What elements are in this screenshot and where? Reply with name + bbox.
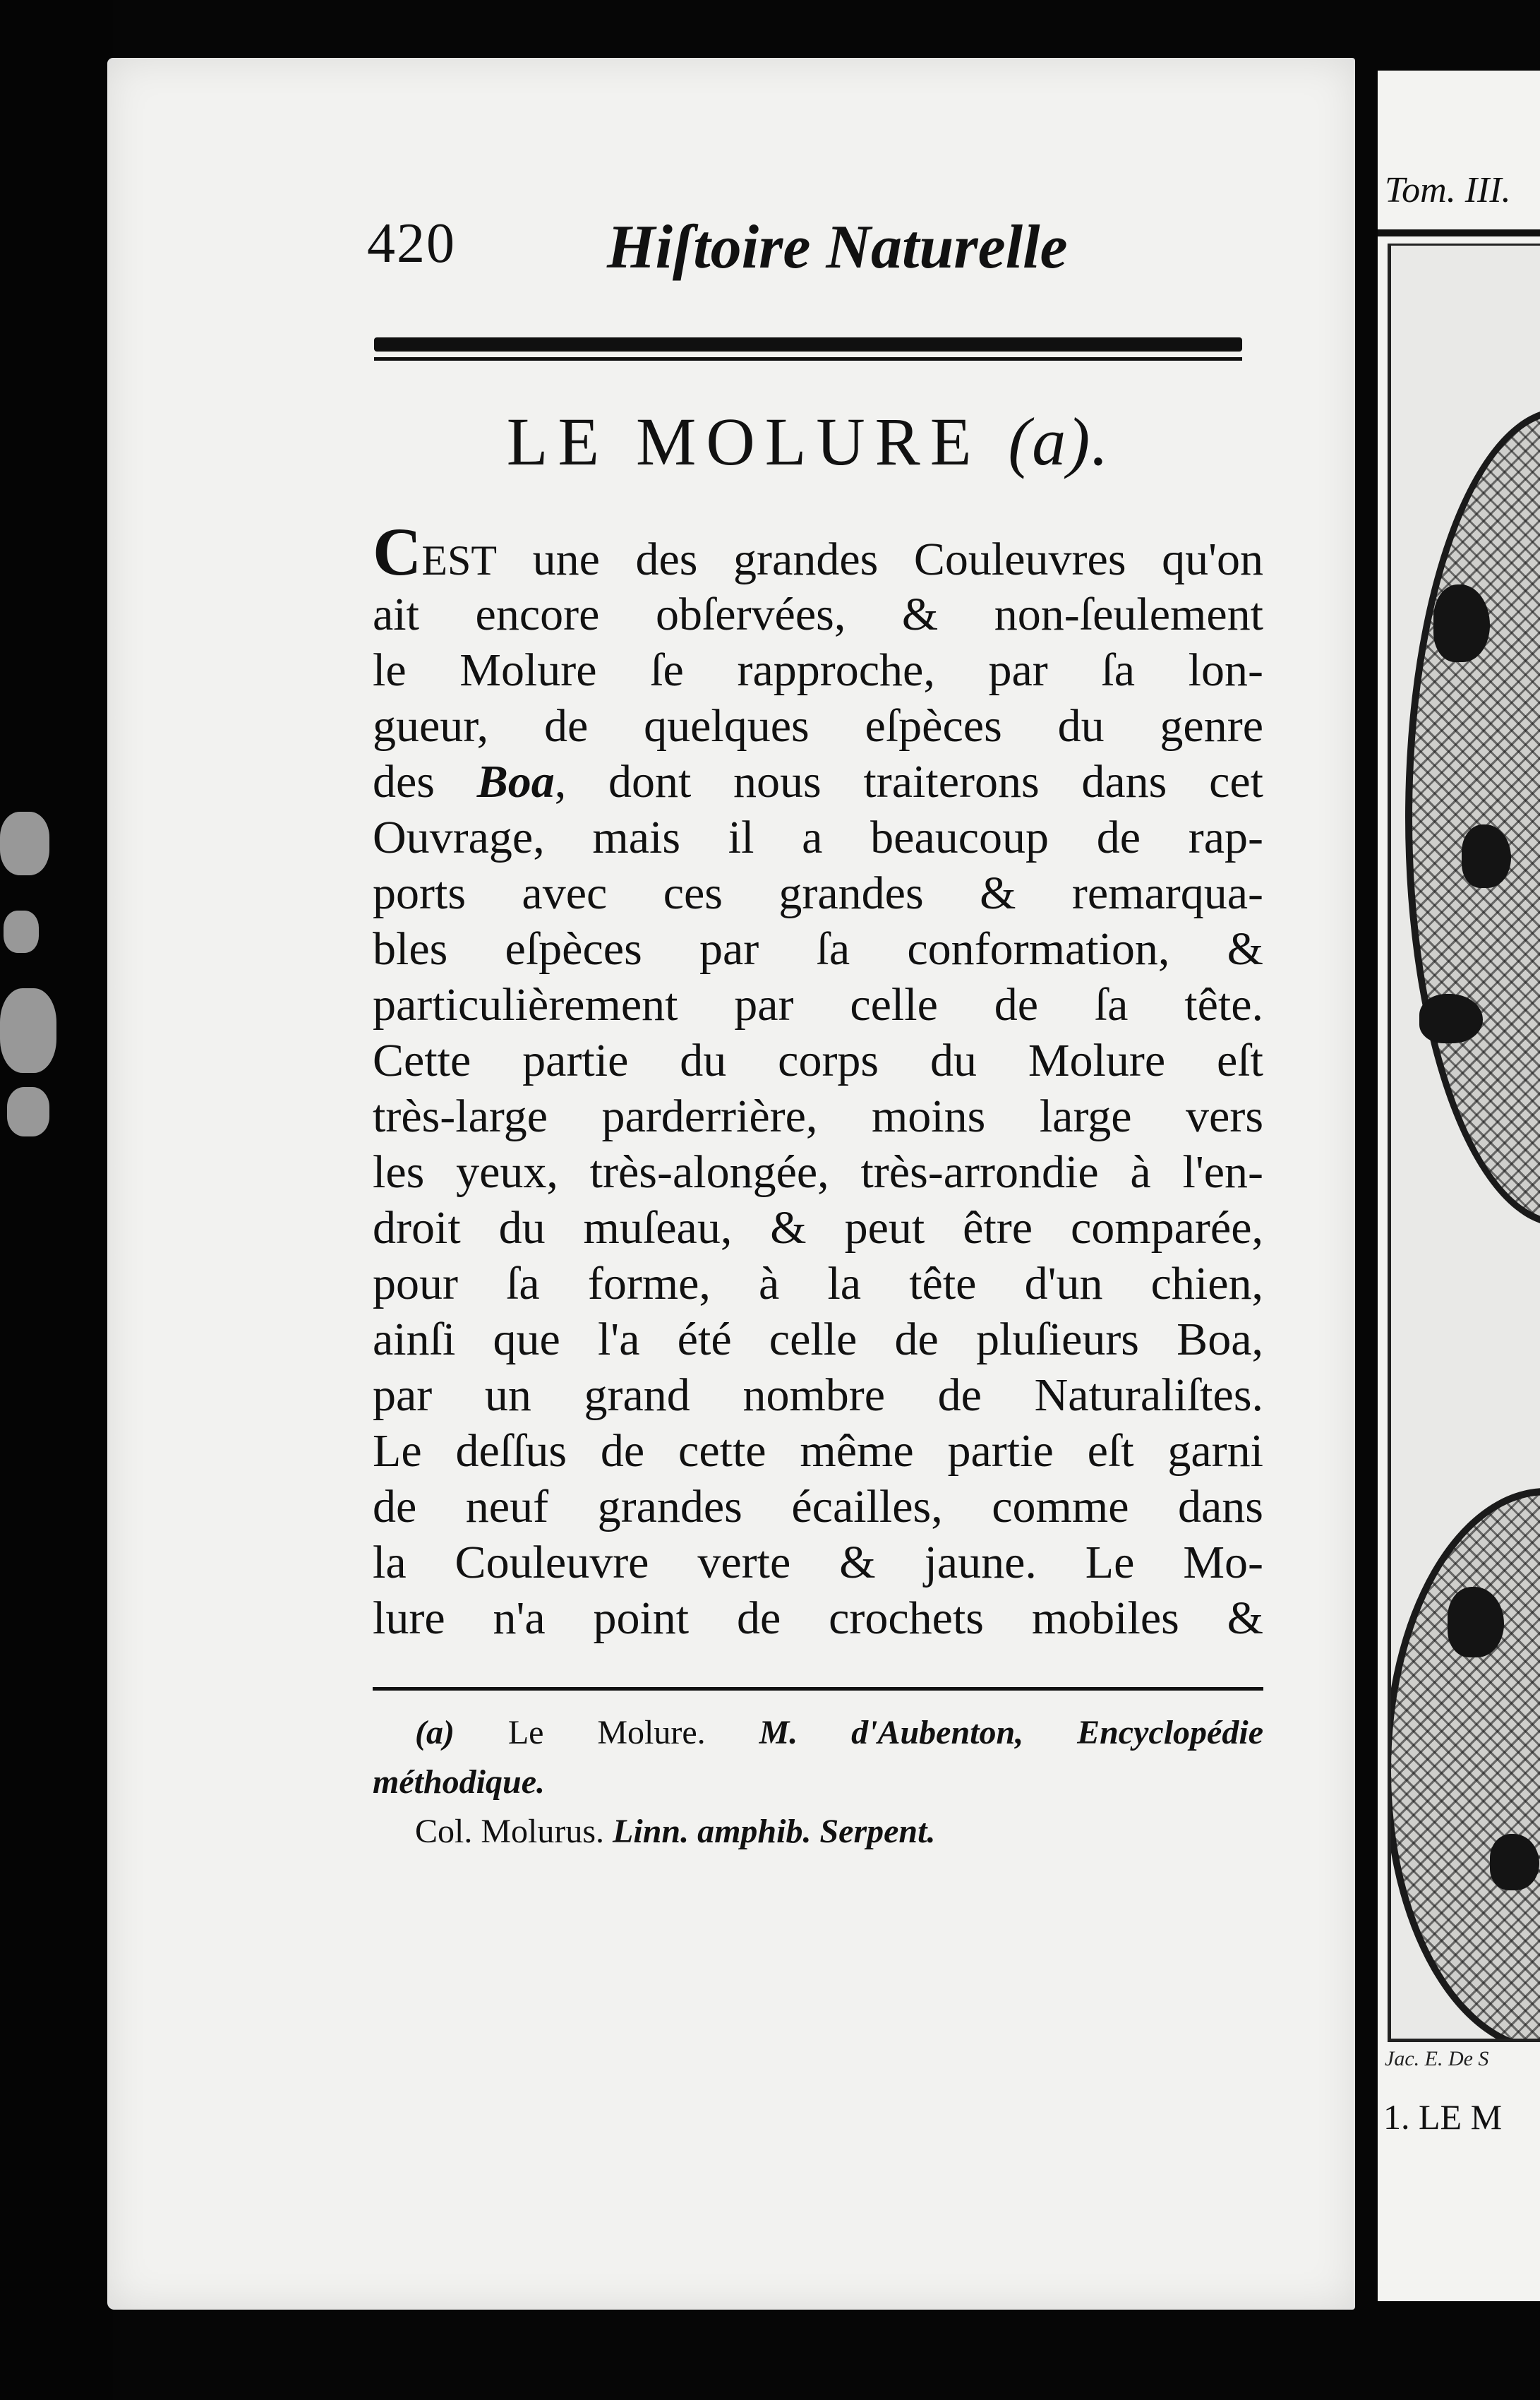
text-line: ports avec ces grandes & remarqua- bbox=[373, 868, 1263, 919]
footnote-line: Col. Molurus. Linn. amphib. Serpent. bbox=[415, 1813, 936, 1850]
text-line: les yeux, très-alongée, très-arrondie à l'en- bbox=[373, 1146, 1263, 1198]
text-line: par un grand nombre de Naturaliſtes. bbox=[373, 1369, 1263, 1421]
text-line: droit du muſeau, & peut être comparée, bbox=[373, 1202, 1263, 1254]
running-head bbox=[367, 212, 1214, 289]
facing-plate-page bbox=[1378, 71, 1540, 2301]
drop-cap: C bbox=[373, 514, 422, 589]
footnotes bbox=[373, 1708, 1263, 1856]
scan-border-left bbox=[0, 0, 113, 2400]
text-line: particulièrement par celle de ſa tête. bbox=[373, 979, 1263, 1031]
first-word-rest: EST bbox=[421, 537, 497, 584]
text-line: le Molure ſe rapproche, par ſa lon- bbox=[373, 644, 1263, 696]
chapter-title-text: LE MOLURE bbox=[506, 404, 982, 479]
text-line: des Boa, dont nous traiterons dans cet bbox=[373, 756, 1263, 808]
running-title: Hiſtoire Naturelle bbox=[607, 213, 1068, 282]
text-line: Ouvrage, mais il a beaucoup de rap- bbox=[373, 812, 1263, 863]
italic-genus: Boa bbox=[476, 756, 555, 808]
text-line: ait encore obſervées, & non-ſeulement bbox=[373, 589, 1263, 640]
text-line: pour ſa forme, à la tête d'un chien, bbox=[373, 1258, 1263, 1309]
text-line: très-large parderrière, moins large vers bbox=[373, 1091, 1263, 1142]
text-line: de neuf grandes écailles, comme dans bbox=[373, 1481, 1263, 1532]
text-line: ainſi que l'a été celle de pluſieurs Boa, bbox=[373, 1314, 1263, 1365]
chapter-title bbox=[374, 402, 1242, 481]
text-line: gueur, de quelques eſpèces du genre bbox=[373, 700, 1263, 752]
footnote-rule bbox=[373, 1687, 1263, 1691]
text-line: Le deſſus de cette même partie eſt garni bbox=[373, 1425, 1263, 1477]
footnote-line: (a) Le Molure. M. d'Aubenton, Encyclopédie bbox=[415, 1714, 1263, 1751]
facing-rule bbox=[1378, 229, 1540, 236]
text-line: bles eſpèces par ſa conformation, & bbox=[373, 923, 1263, 975]
snake-coil-lower bbox=[1388, 1488, 1540, 2042]
body-text bbox=[373, 514, 1263, 1646]
page-number: 420 bbox=[367, 212, 456, 275]
chapter-note-ref: (a). bbox=[1008, 404, 1110, 479]
text-line: CEST une des grandes Couleuvres qu'on bbox=[373, 514, 1263, 589]
engraver-credit: Jac. E. De S bbox=[1385, 2047, 1489, 2070]
text-line: lure n'a point de crochets mobiles & bbox=[373, 1592, 1263, 1644]
facing-volume-label: Tom. III. bbox=[1385, 170, 1511, 210]
snake-coil-upper bbox=[1405, 408, 1540, 1227]
plate-caption: 1. LE M bbox=[1383, 2097, 1503, 2137]
footnote-line: méthodique. bbox=[373, 1763, 546, 1801]
header-rule-thick bbox=[374, 337, 1242, 352]
engraved-plate bbox=[1388, 244, 1540, 2042]
text-line: Cette partie du corps du Molure eſt bbox=[373, 1035, 1263, 1086]
text-line: la Couleuvre verte & jaune. Le Mo- bbox=[373, 1537, 1263, 1588]
header-rule-thin bbox=[374, 357, 1242, 361]
